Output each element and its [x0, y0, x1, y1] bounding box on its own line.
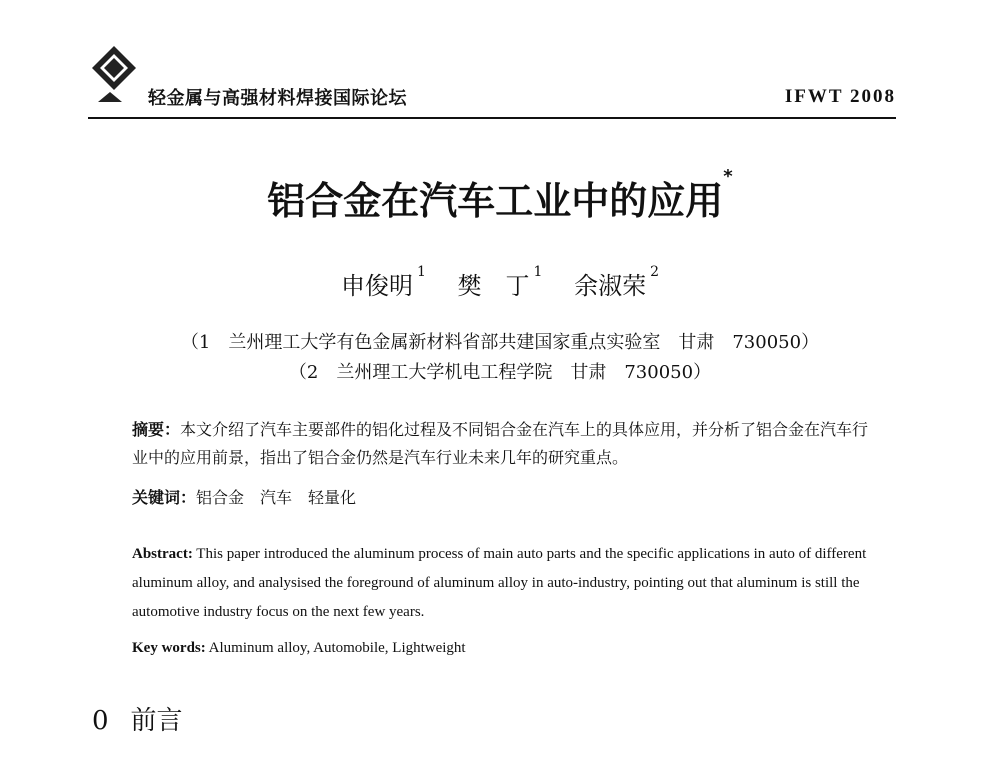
- title-note-mark: *: [723, 166, 733, 187]
- header-rule: [88, 117, 896, 119]
- section-title: 前言: [130, 706, 183, 736]
- affiliation-2: （2 兰州理工大学机电工程学院 甘肃 730050）: [288, 362, 712, 383]
- conference-logo-icon: [88, 40, 140, 102]
- author: 樊 丁 $^1$: [457, 264, 543, 300]
- keywords-en: [132, 634, 892, 663]
- author: 申俊明 $^1$: [340, 264, 426, 300]
- affiliation-1: （1 兰州理工大学有色金属新材料省部共建国家重点实验室 甘肃 730050）: [180, 332, 820, 353]
- author-list: [0, 266, 1000, 301]
- keywords-cn: [132, 484, 872, 512]
- abstract-en-text: This paper introduced the aluminum process of main auto parts and the specific applications in auto of different aluminum alloy, and analysised the foreground of aluminum alloy in auto-industry, pointing out that aluminum is still the automotive industry focus on the next few years.: [132, 546, 867, 620]
- keywords-cn-text: 铝合金 汽车 轻量化: [196, 488, 357, 507]
- abstract-en: [132, 540, 892, 627]
- author: 余淑荣 $^2$: [574, 264, 660, 300]
- keywords-cn-label: 关键词：: [132, 488, 197, 507]
- paper-title: [0, 166, 1000, 225]
- abstract-cn-label: 摘要：: [132, 420, 181, 439]
- section-heading: [92, 700, 183, 737]
- conference-name-en: IFWT 2008: [784, 86, 896, 107]
- abstract-cn: [132, 416, 872, 472]
- keywords-en-label: Key words:: [132, 640, 206, 656]
- abstract-cn-text: 本文介绍了汽车主要部件的铝化过程及不同铝合金在汽车上的具体应用，并分析了铝合金在汽车行业中的应用前景，指出了铝合金仍然是汽车行业未来几年的研究重点。: [132, 420, 869, 467]
- section-number: 0: [92, 706, 109, 736]
- conference-name-cn: 轻金属与高强材料焊接国际论坛: [148, 88, 407, 109]
- paper-title-text: 铝合金在汽车工业中的应用: [267, 179, 724, 223]
- keywords-en-text: Aluminum alloy, Automobile, Lightweight: [205, 640, 466, 656]
- abstract-en-label: Abstract:: [132, 546, 193, 562]
